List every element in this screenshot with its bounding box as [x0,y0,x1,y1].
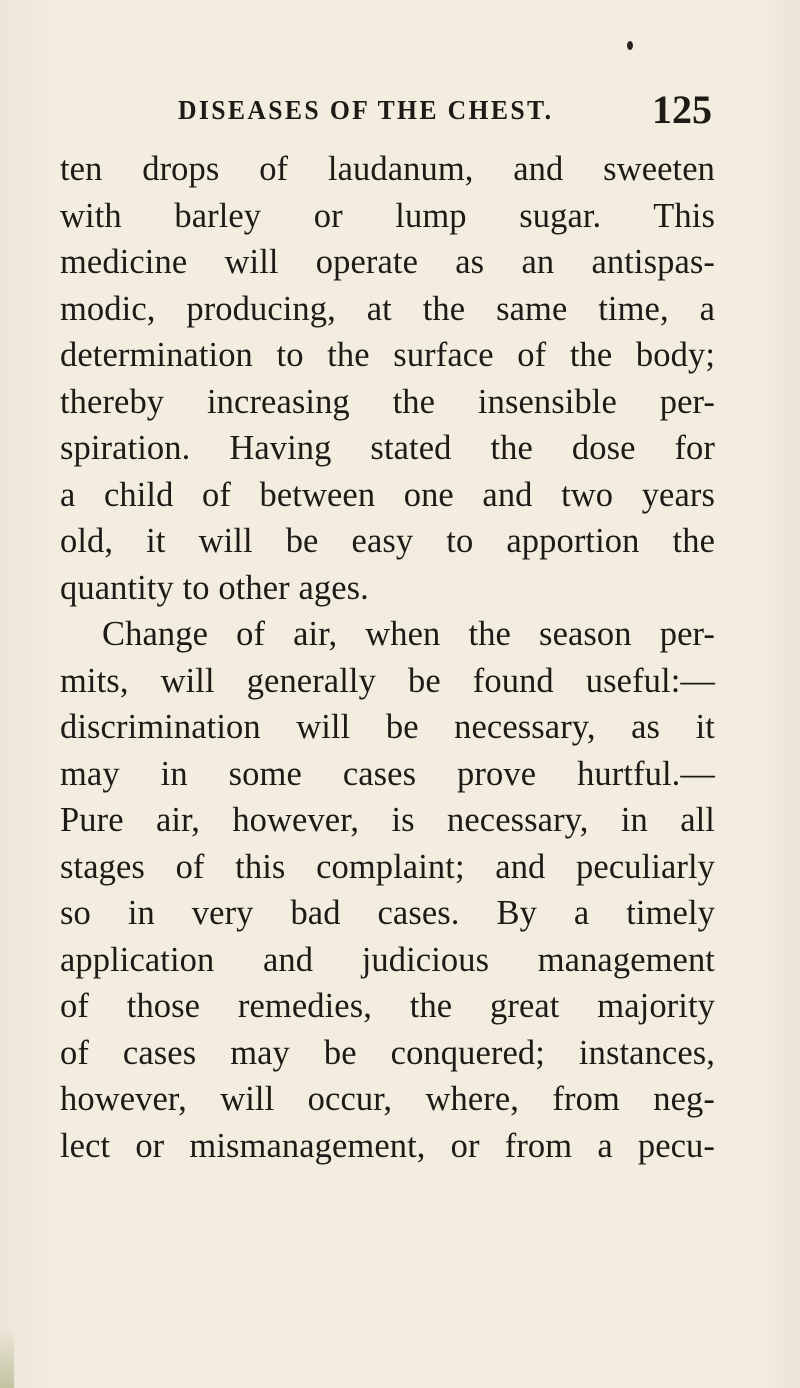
page-number: 125 [652,87,712,132]
text-line: however, will occur, where, from neg- [60,1080,715,1118]
body-text [60,146,715,1169]
ink-speck [627,41,633,50]
running-head [170,86,712,132]
text-line: with barley or lump sugar. This [60,196,715,235]
text-line: of those remedies, the great majority [60,987,715,1025]
text-line: application and judicious management [60,940,715,979]
text-line: Change of air, when the season per- [102,615,715,653]
text-line: mits, will generally be found useful:— [60,661,715,700]
text-line: so in very bad cases. By a timely [60,894,715,932]
text-line: determination to the surface of the body; [60,336,715,374]
page-edge-shadow [0,1328,14,1388]
text-line: Pure air, however, is necessary, in all [60,801,715,839]
text-line: quantity to other ages. [60,568,369,607]
text-line: stages of this complaint; and peculiarly [60,847,715,886]
text-line: discrimination will be necessary, as it [60,708,715,746]
text-line: medicine will operate as an antispas- [60,243,715,281]
text-line: old, it will be easy to apportion the [60,522,715,560]
text-line: may in some cases prove hurtful.— [60,754,715,793]
running-title: DISEASES OF THE CHEST. [178,95,554,125]
text-line: of cases may be conquered; instances, [60,1033,715,1072]
text-line: a child of between one and two years [60,475,715,514]
text-line: ten drops of laudanum, and sweeten [60,150,715,188]
text-line: spiration. Having stated the dose for [60,429,715,467]
text-line: modic, producing, at the same time, a [60,289,715,328]
text-line: thereby increasing the insensible per- [60,382,715,421]
text-line: lect or mismanagement, or from a pecu- [60,1126,715,1165]
